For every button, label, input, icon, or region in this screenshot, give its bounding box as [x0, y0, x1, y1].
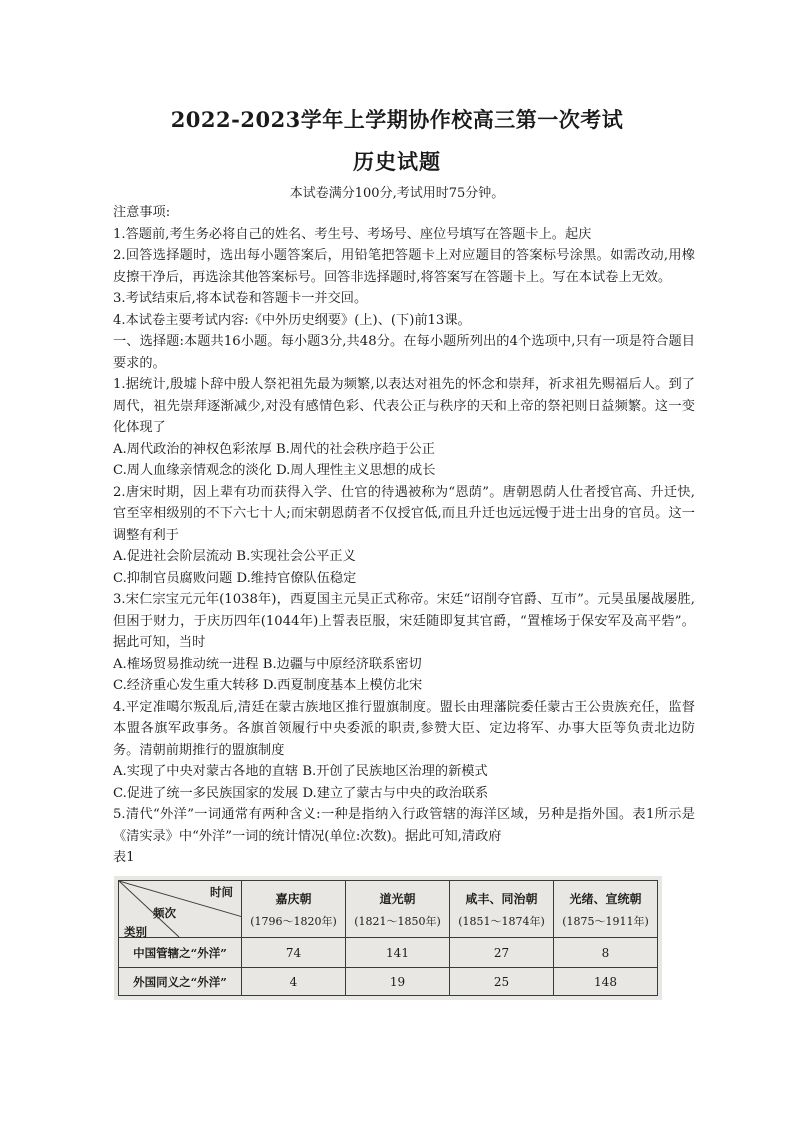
- column-header: 道光朝 (1821～1850年): [346, 881, 450, 938]
- row-label: 中国管辖之“外洋”: [119, 938, 242, 968]
- row-label: 外国同义之“外洋”: [119, 968, 242, 996]
- table-cell: 74: [242, 938, 346, 968]
- statistics-table-image: [114, 876, 662, 1000]
- corner-label-frequency: 频次: [153, 906, 176, 920]
- exam-body: [113, 202, 695, 869]
- subject-title: 历史试题: [353, 149, 441, 174]
- column-header: 咸丰、同治朝 (1851～1874年): [450, 881, 554, 938]
- question-options: C.经济重心发生重大转移 D.西夏制度基本上模仿北宋: [113, 678, 423, 693]
- table-cell: 25: [450, 968, 554, 996]
- table-cell: 8: [554, 938, 658, 968]
- question-options: C.周人血缘亲情观念的淡化 D.周人理性主义思想的成长: [113, 463, 436, 478]
- question-stem: 2.唐宋时期，因上辈有功而获得入学、仕官的待遇被称为“恩荫”。唐朝恩荫人仕者授官高、升迁快,官至宰相级别的不下六七十人;而宋朝恩荫者不仅授官低,而且升迁也远远慢于进士出身的官员。这一调整有利于: [113, 484, 695, 543]
- table-row: [119, 938, 658, 968]
- table-cell: 148: [554, 968, 658, 996]
- table-caption: 表1: [113, 850, 135, 865]
- question-stem: 5.清代“外洋”一词通常有两种含义:一种是指纳入行政管辖的海洋区域，另种是指外国。表1所示是《清实录》中“外洋”一词的统计情况(单位:次数)。据此可知,清政府: [113, 807, 695, 844]
- notes-heading: 注意事项:: [113, 205, 171, 220]
- note-item: 4.本试卷主要考试内容:《中外历史纲要》(上)、(下)前13课。: [113, 312, 471, 328]
- question-stem: 4.平定准噶尔叛乱后,清廷在蒙古族地区推行盟旗制度。盟长由理藩院委任蒙古王公贵族充任，监督本盟各旗军政事务。各旗首领履行中央委派的职责,参赞大臣、定边将军、办事大臣等负责北边防务。清朝前期推行的盟旗制度: [113, 699, 695, 758]
- table-row: [119, 968, 658, 996]
- table-header-row: [119, 881, 658, 938]
- column-header: 嘉庆朝 (1796～1820年): [242, 881, 346, 938]
- question-stem: 1.据统计,殷墟卜辞中殷人祭祀祖先最为频繁,以表达对祖先的怀念和崇拜，祈求祖先赐福后人。到了周代，祖先崇拜逐渐减少,对没有感情色彩、代表公正与秩序的天和上帝的祭祀则日益频繁。这一变化体现了: [113, 377, 695, 435]
- question-options: C.抑制官员腐败问题 D.维持官僚队伍稳定: [113, 570, 357, 586]
- corner-label-category: 类别: [124, 925, 147, 939]
- table-cell: 141: [346, 938, 450, 968]
- question-options: A.周代政治的神权色彩浓厚 B.周代的社会秩序趋于公正: [113, 441, 435, 457]
- note-item: 2.回答选择题时，选出每小题答案后，用铅笔把答题卡上对应题目的答案标号涂黑。如需改动,用橡皮擦干净后，再选涂其他答案标号。回答非选择题时,将答案写在答题卡上。写在本试卷上无效。: [113, 248, 695, 285]
- column-header: 光绪、宣统朝 (1875～1911年): [554, 881, 658, 938]
- question-stem: 3.宋仁宗宝元元年(1038年)，西夏国主元昊正式称帝。宋廷“诏削夺官爵、互市”。元昊虽屡战屡胜,但困于财力，于庆历四年(1044年)上誓表臣服，宋廷随即复其官爵，“置榷场于保安军及高平砦”。据此可知，当时: [113, 592, 695, 650]
- table-cell: 27: [450, 938, 554, 968]
- question-options: A.实现了中央对蒙古各地的直辖 B.开创了民族地区治理的新模式: [113, 764, 488, 779]
- table-cell: 19: [346, 968, 450, 996]
- note-item: 1.答题前,考生务必将自己的姓名、考生号、考场号、座位号填写在答题卡上。起庆: [113, 226, 592, 242]
- table-corner-cell: [119, 881, 242, 938]
- question-options: A.促进社会阶层流动 B.实现社会公平正义: [113, 549, 356, 564]
- corner-label-time: 时间: [210, 885, 233, 899]
- section-heading: 一、选择题:本题共16小题。每小题3分,共48分。在每小题所列出的4个选项中,只有一项是符合题目要求的。: [113, 334, 695, 371]
- note-item: 3.考试结束后,将本试卷和答题卡一并交回。: [113, 291, 368, 306]
- question-options: C.促进了统一多民族国家的发展 D.建立了蒙古与中央的政治联系: [113, 785, 489, 801]
- statistics-table: [118, 880, 658, 996]
- question-options: A.榷场贸易推动统一进程 B.边疆与中原经济联系密切: [113, 656, 422, 672]
- exam-info: 本试卷满分100分,考试用时75分钟。: [289, 186, 505, 201]
- exam-title: 2022-2023学年上学期协作校高三第一次考试: [170, 107, 624, 132]
- table-cell: 4: [242, 968, 346, 996]
